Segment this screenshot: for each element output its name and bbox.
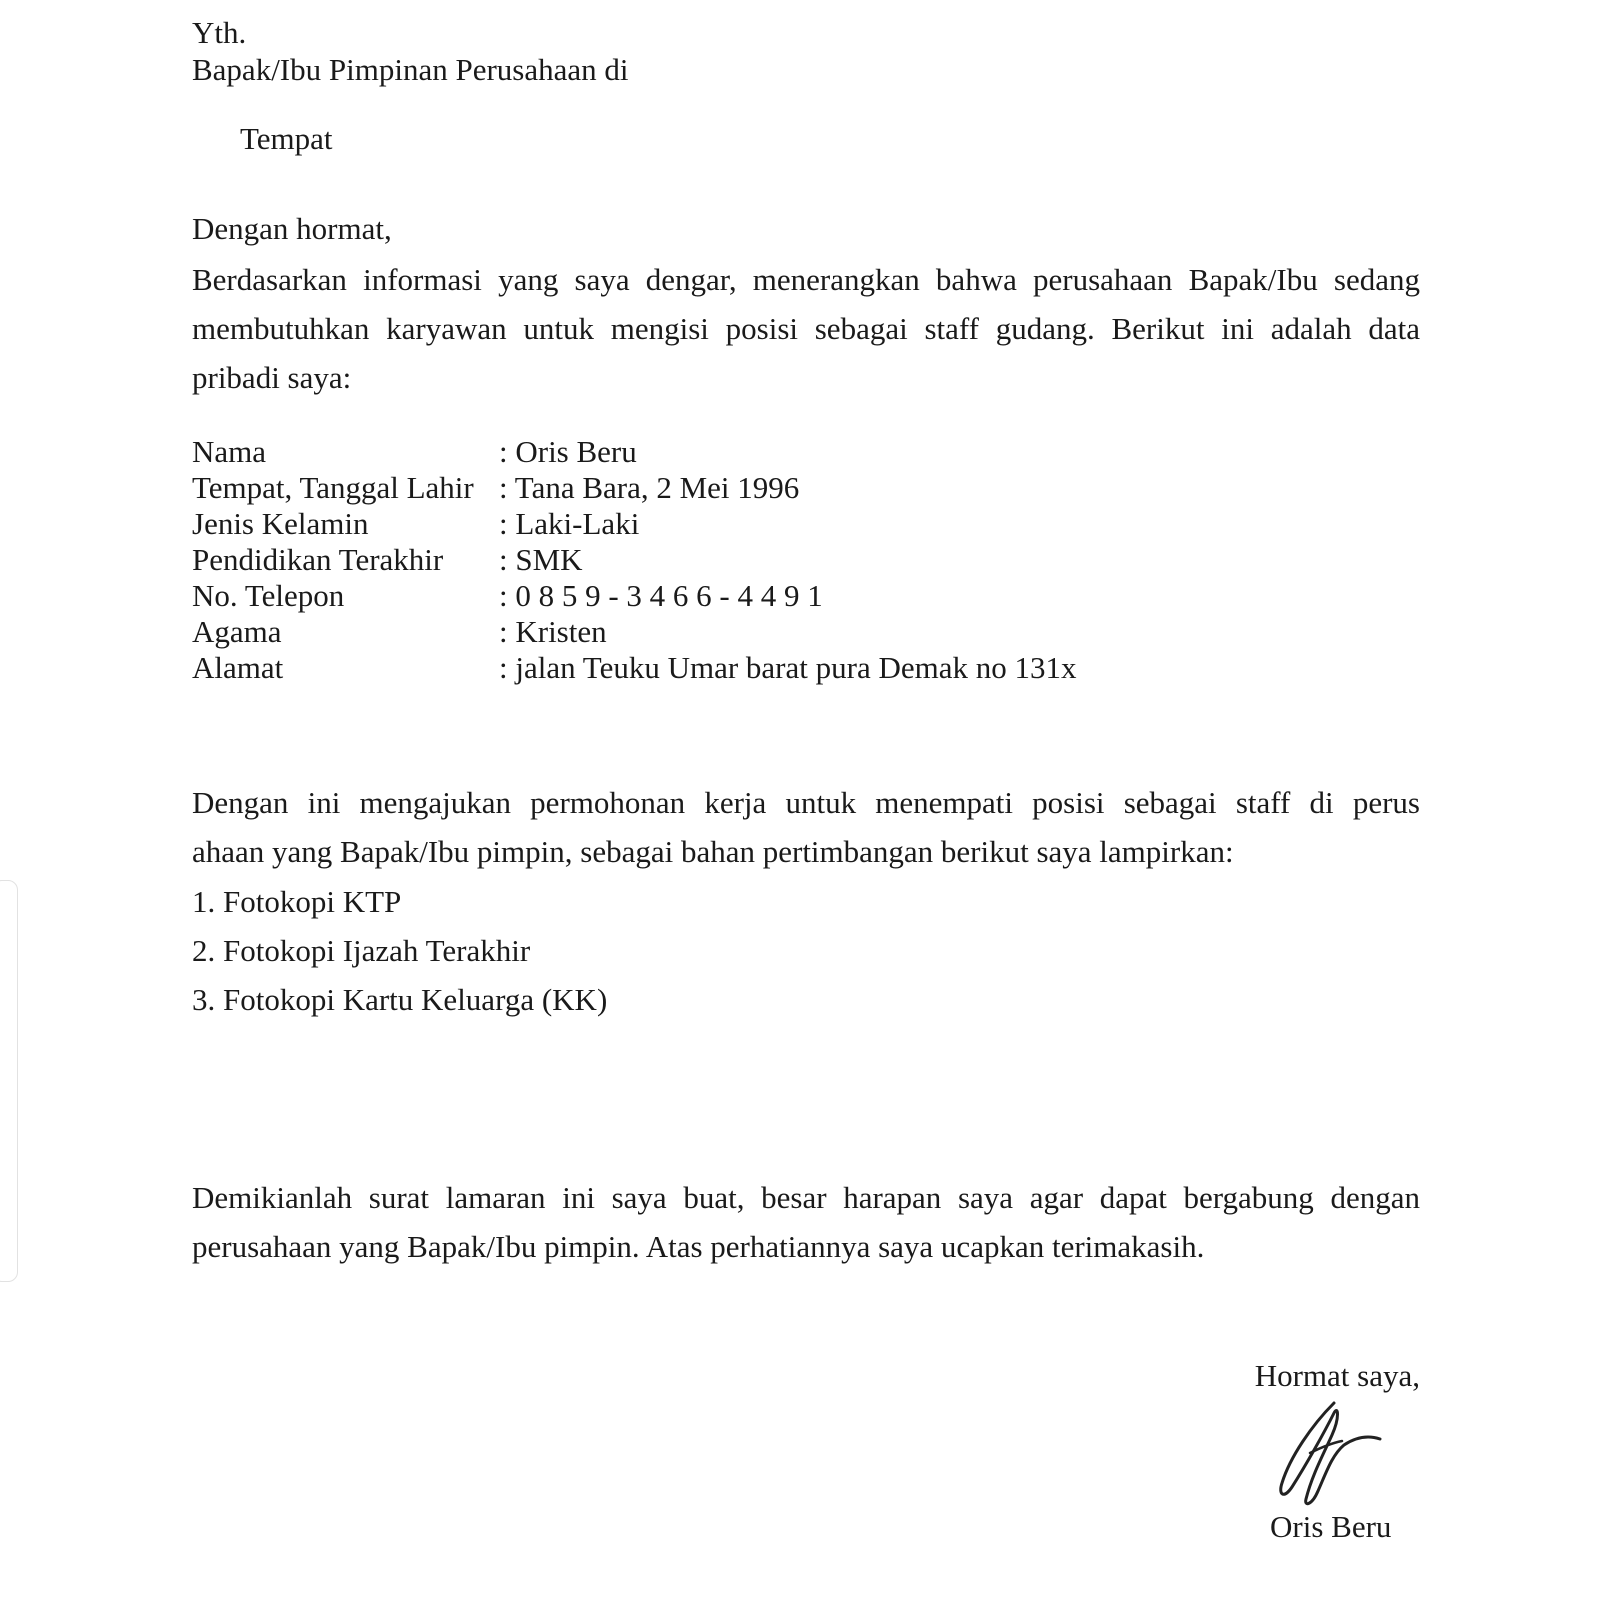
data-label: Jenis Kelamin <box>192 506 369 541</box>
data-value: : Kristen <box>499 614 607 649</box>
data-label: No. Telepon <box>192 578 345 613</box>
data-label: Pendidikan Terakhir <box>192 542 444 577</box>
data-label: Agama <box>192 614 282 649</box>
data-value: : 0 8 5 9 - 3 4 6 6 - 4 4 9 1 <box>499 578 823 613</box>
intro-line-1: Berdasarkan informasi yang saya dengar, menerangkan bahwa perusahaan Bapak/Ibu sedang <box>192 262 1420 297</box>
attachment-item: 1. Fotokopi KTP <box>192 884 402 919</box>
recipient-salutation: Yth. <box>192 15 247 50</box>
intro-line-2: membutuhkan karyawan untuk mengisi posisi sebagai staff gudang. Berikut ini adalah data <box>192 311 1420 346</box>
greeting: Dengan hormat, <box>192 211 392 246</box>
closing-line-2: perusahaan yang Bapak/Ibu pimpin. Atas perhatiannya saya ucapkan terimakasih. <box>192 1229 1205 1264</box>
data-value: : SMK <box>499 542 583 577</box>
recipient-place: Tempat <box>240 121 333 156</box>
handwritten-signature <box>1272 1395 1412 1515</box>
application-line-2: ahaan yang Bapak/Ibu pimpin, sebagai bahan pertimbangan berikut saya lampirkan: <box>192 834 1234 869</box>
data-value: : Laki-Laki <box>499 506 640 541</box>
application-line-1: Dengan ini mengajukan permohonan kerja untuk menempati posisi sebagai staff di perus <box>192 785 1420 820</box>
recipient-addressee: Bapak/Ibu Pimpinan Perusahaan di <box>192 52 629 87</box>
intro-line-3: pribadi saya: <box>192 360 352 395</box>
closing-line-1: Demikianlah surat lamaran ini saya buat, besar harapan saya agar dapat bergabung dengan <box>192 1180 1420 1215</box>
data-label: Tempat, Tanggal Lahir <box>192 470 474 505</box>
data-label: Nama <box>192 434 267 469</box>
signer-name: Oris Beru <box>1270 1509 1392 1544</box>
data-label: Alamat <box>192 650 284 685</box>
data-value: : Tana Bara, 2 Mei 1996 <box>499 470 800 505</box>
attachment-item: 2. Fotokopi Ijazah Terakhir <box>192 933 531 968</box>
signoff: Hormat saya, <box>1254 1358 1420 1393</box>
side-panel-edge <box>0 880 18 1282</box>
attachment-item: 3. Fotokopi Kartu Keluarga (KK) <box>192 982 608 1017</box>
data-value: : jalan Teuku Umar barat pura Demak no 131x <box>499 650 1077 685</box>
data-value: : Oris Beru <box>499 434 637 469</box>
